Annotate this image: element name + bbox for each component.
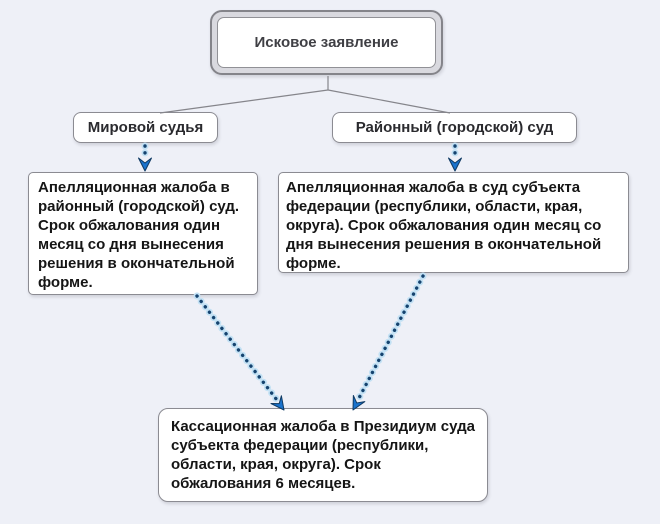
node-claim[interactable]: [210, 10, 443, 75]
connector-claim-magistrate: [160, 90, 328, 113]
node-magistrate-court[interactable]: Мировой судья: [73, 112, 218, 143]
arrow-magistrate-appeal: [139, 146, 152, 171]
node-appeal-district[interactable]: Апелляционная жалоба в суд субъекта федерации (республики, области, края, округа). Срок обжалования один месяц со дня вынесения решения в окончательной форме.: [278, 172, 629, 273]
node-cassation[interactable]: Кассационная жалоба в Президиум суда субъекта федерации (республики, области, края, округа). Срок обжалования 6 месяцев.: [158, 408, 488, 502]
arrowhead-icon: [139, 158, 152, 171]
arrowhead-icon: [449, 158, 462, 171]
arrow-appeal-district-cassation: [347, 276, 423, 413]
connector-claim-fork: [160, 76, 450, 113]
connector-claim-district: [328, 90, 450, 113]
arrow-appeal-magistrate-cassation: [197, 296, 289, 414]
node-appeal-magistrate[interactable]: Апелляционная жалоба в районный (городской) суд. Срок обжалования один месяц со дня вынесения решения в окончательной форме.: [28, 172, 258, 295]
node-district-court[interactable]: Районный (городской) суд: [332, 112, 577, 143]
node-claim-label: Исковое заявление: [217, 17, 436, 68]
arrow-district-appeal: [449, 146, 462, 171]
